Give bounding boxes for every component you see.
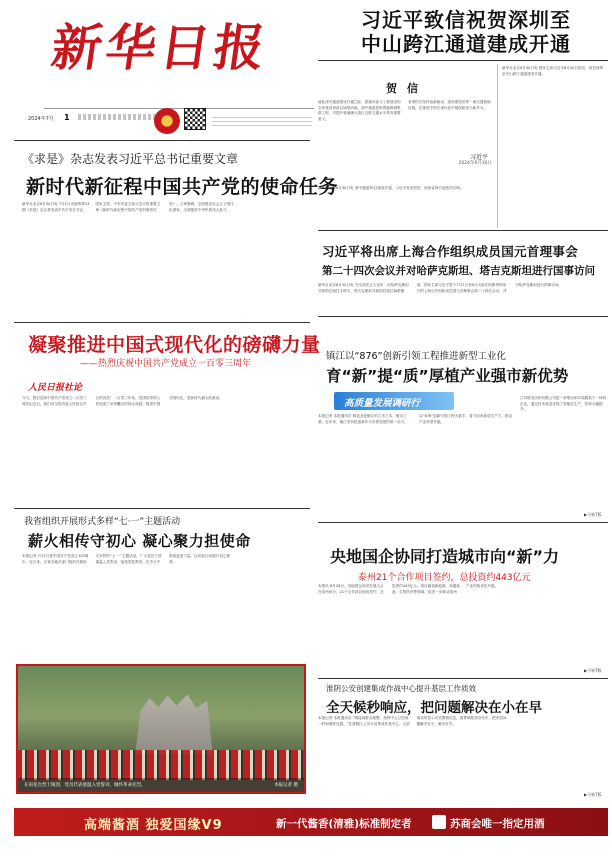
huaian-continued[interactable]: ▶下转7版 bbox=[584, 792, 602, 797]
zhenjiang-body: 本报记者 本报通讯员 制造业是镇江的立市之本、强市之基。近年来，镇江坚持把创新作为引领发展的第一动力，以“876”创新引领工程为抓手，着力培育新质生产力，推动产业转型升级。 bbox=[318, 414, 513, 424]
taizhou-headline: 央地国企协同打造城市向“新”力 bbox=[330, 547, 560, 566]
ad-line1: 高端酱酒 独爱国缘V9 bbox=[84, 818, 223, 833]
huaian-kicker: 淮阴公安创建集成作战中心提升基层工作质效 bbox=[326, 684, 476, 693]
qiushi-headline: 新时代新征程中国共产党的使命任务 bbox=[26, 176, 339, 198]
lead-headline-line1: 习近平致信祝贺深圳至 bbox=[361, 8, 571, 32]
lead-headline bbox=[328, 8, 604, 56]
masthead-info bbox=[78, 114, 158, 120]
modernization-body: 今天，我们迎来中国共产党成立一百零三周年纪念日。我们向全国各族人民致以节日的祝贺！一百零三年来，党团结带领人民创造了举世瞩目的伟大成就，推进中国式现代化，是新时代最大的政治。 bbox=[22, 396, 223, 406]
letter-body-right: 希望你们坚持创新驱动，加快建设世界一流交通基础设施，在推进中国式现代化中展现新担当新作为。 bbox=[408, 100, 491, 110]
letter-box bbox=[318, 64, 496, 184]
crowd bbox=[18, 750, 306, 780]
qiushi-kicker: 《求是》杂志发表习近平总书记重要文章 bbox=[22, 152, 239, 166]
sco-body: 新华社北京6月30日电 外交部发言人宣布：应哈萨克斯坦共和国总统托卡耶夫、塔吉克斯坦共和国总统拉赫蒙邀请，国家主席习近平将于7月2日至6日出席在阿斯塔纳举行的上海合作组织成员国元首理事会第二十四次会议，并对哈萨克斯坦进行国事访问。 bbox=[318, 283, 563, 293]
photo-caption: 在雨花台烈士陵园，党员代表重温入党誓词，缅怀革命先烈。 bbox=[24, 783, 146, 788]
lead-headline-line2: 中山跨江通道建成开通 bbox=[361, 32, 571, 56]
party-body: 本报记者 7月1日是中国共产党成立103周年。连日来，全省各地各部门组织开展形式多样的“七·一”主题活动，广大党员干部重温入党誓词，接受党性教育，在学习中汲取奋进力量，以实际行动践行初心使命。 bbox=[22, 554, 231, 564]
newspaper-logo: 新华日报 bbox=[47, 18, 273, 77]
party-kicker: 我省组织开展形式多样“七·一”主题活动 bbox=[24, 517, 181, 527]
research-banner bbox=[334, 392, 454, 410]
lead-body-far: 新华社北京6月30日电 国家主席习近平6月30日致信，祝贺深圳至中山跨江通道建成开通。 bbox=[502, 66, 604, 76]
zhenjiang-continued[interactable]: ▶下转7版 bbox=[584, 512, 602, 517]
peoples-daily-logo: 人民日报社论 bbox=[28, 383, 83, 393]
sco-headline-line1: 习近平将出席上海合作组织成员国元首理事会 bbox=[322, 244, 579, 259]
photo-credit: 本报记者 摄 bbox=[274, 783, 298, 788]
advertisement-banner[interactable] bbox=[14, 808, 608, 836]
letter-date: 2024年6月30日 bbox=[458, 161, 492, 166]
monument-sculpture bbox=[128, 692, 218, 754]
huaian-body: 本报记者 本报通讯员 “刚接到群众报警，指挥中心已经第一时间调度处置。”在淮阴区公安分局集成作战中心，大屏幕实时显示各类警情信息，指挥调度高效有序，把矛盾问题解决在小、解决在早。 bbox=[318, 716, 507, 726]
masthead bbox=[14, 10, 314, 130]
taizhou-continued[interactable]: ▶下转7版 bbox=[584, 668, 602, 673]
lead-report: 新华社北京6月30日电 深中通道30日建成开通，习近平发来贺信，现场宣读引起热烈反响。 bbox=[318, 186, 464, 190]
letter-title: 贺信 bbox=[386, 82, 428, 95]
news-photo bbox=[16, 664, 306, 794]
qr-code-icon bbox=[184, 108, 206, 130]
sco-headline-line2: 第二十四次会议并对哈萨克斯坦、塔吉克斯坦进行国事访问 bbox=[322, 265, 595, 277]
issue-date: 2024年7月 bbox=[28, 116, 54, 122]
ad-line2: 新一代酱香(清雅)标准制定者 bbox=[276, 818, 412, 830]
anniversary-seal-icon bbox=[154, 108, 180, 134]
research-banner-label: 高质量发展调研行 bbox=[344, 398, 421, 409]
modernization-subhead: ——热烈庆祝中国共产党成立一百零三周年 bbox=[80, 359, 252, 369]
zhenjiang-kicker: 镇江以“876”创新引领工程推进新型工业化 bbox=[326, 351, 506, 362]
huaian-headline: 全天候秒响应，把问题解决在小在早 bbox=[326, 700, 542, 716]
masthead-rule bbox=[44, 108, 314, 109]
letter-body-left: 值此深中通道建成开通之际，我谨向参与工程建设的全体建设者致以诚挚问候。深中通道是世界级跨海集群工程，对提升粤港澳大湾区互联互通水平具有重要意义。 bbox=[318, 100, 401, 121]
taizhou-subhead: 泰州21个合作项目签约，总投资约443亿元 bbox=[358, 573, 531, 583]
party-headline: 薪火相传守初心 凝心聚力担使命 bbox=[28, 532, 251, 550]
modernization-headline: 凝聚推进中国式现代化的磅礴力量 bbox=[28, 334, 321, 356]
publisher-info bbox=[212, 114, 312, 126]
ad-logo-icon bbox=[432, 815, 446, 829]
zhenjiang-headline: 育“新”提“质”厚植产业强市新优势 bbox=[326, 367, 569, 385]
zhenjiang-body2: 江苏联发纺织有限公司是一家集纺织印染服装于一体的企业，通过技术改造实现了智能化生产，效率大幅提升。 bbox=[520, 396, 607, 412]
letter-signature: 习近平 bbox=[469, 154, 488, 161]
ad-line3: 苏商会唯一指定用酒 bbox=[450, 818, 545, 830]
qiushi-body: 新华社北京6月30日电 7月1日出版的第13期《求是》杂志将发表中共中央总书记、国家主席、中央军委主席习近平的重要文章《新时代新征程中国共产党的使命任务》。文章强调，全面建设社会主义现代化国家，全面推进中华民族伟大复兴。 bbox=[22, 202, 234, 212]
issue-number: 1 bbox=[64, 113, 70, 122]
taizhou-body: 本报讯 6月28日，央地国企协同发展大会在泰州举行，21个合作项目现场签约，总投资约443亿元。项目涵盖新能源、高端装备、生物医药等领域，将进一步推动泰州产业结构优化升级。 bbox=[318, 584, 499, 594]
